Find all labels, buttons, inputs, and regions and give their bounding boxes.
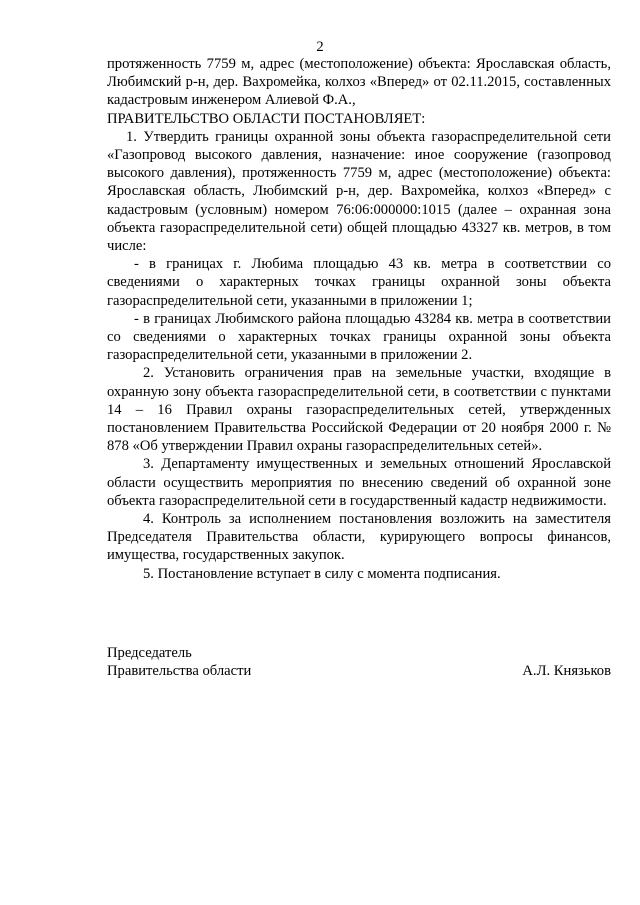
paragraph-item-4: 4. Контроль за исполнением постановления возложить на заместителя Председателя Правительства области, курирующего вопросы финансов, имущества, государственных закупок. bbox=[107, 511, 611, 564]
paragraph-subitem-district: - в границах Любимского района площадью 43284 кв. метра в соответствии со сведениями о характерных точках границы охранной зоны объекта газораспределительной сети, указанными в приложении 2. bbox=[107, 310, 611, 364]
document-body bbox=[107, 55, 611, 583]
paragraph-item-3: 3. Департаменту имущественных и земельных отношений Ярославской области осуществить мероприятия по внесению сведений об охранной зоне объекта газораспределительной сети в государственный кадастр недвижимости. bbox=[107, 456, 611, 509]
signature-block bbox=[107, 644, 611, 680]
paragraph-item-1: 1. Утвердить границы охранной зоны объекта газораспределительной сети «Газопровод высокого давления, назначение: иное сооружение (газопровод высокого давления), протяженность 7759 м, адрес (местоположение) объекта: Ярославская область, Любимский р-н, дер. Вахромейка, колхоз «Вперед» с кадастровым (условным) номером 76:06:000000:1015 (далее – охранная зона объекта газораспределительной сети) общей площадью 43327 кв. метров, в том числе: bbox=[107, 128, 611, 255]
signature-row bbox=[107, 662, 611, 680]
signatory-title-line2: Правительства области bbox=[107, 663, 252, 680]
paragraph-subitem-lyubim: - в границах г. Любима площадью 43 кв. метра в соответствии со сведениями о характерных точках границы охранной зоны объекта газораспределительной сети, указанными в приложении 1; bbox=[107, 256, 611, 309]
paragraph-item-5: 5. Постановление вступает в силу с момента подписания. bbox=[143, 565, 501, 582]
paragraph-item-2: 2. Установить ограничения прав на земельные участки, входящие в охранную зону объекта газораспределительной сети, в соответствии с пунктами 14 – 16 Правил охраны газораспределительных сетей, утвержденных постановлением Правительства Российской Федерации от 20 ноября 2000 г. № 878 «Об утверждении Правил охраны газораспределительных сетей». bbox=[107, 365, 611, 455]
page-number: 2 bbox=[316, 39, 324, 55]
signatory-name: А.Л. Князьков bbox=[522, 663, 611, 680]
resolution-heading: ПРАВИТЕЛЬСТВО ОБЛАСТИ ПОСТАНОВЛЯЕТ: bbox=[107, 110, 426, 127]
paragraph-intro: протяженность 7759 м, адрес (местоположение) объекта: Ярославская область, Любимский р-н, дер. Вахромейка, колхоз «Вперед» от 02.11.2015, составленных кадастровым инженером Алиевой Ф.А., bbox=[107, 56, 611, 109]
signatory-title-line1: Председатель bbox=[107, 645, 192, 661]
